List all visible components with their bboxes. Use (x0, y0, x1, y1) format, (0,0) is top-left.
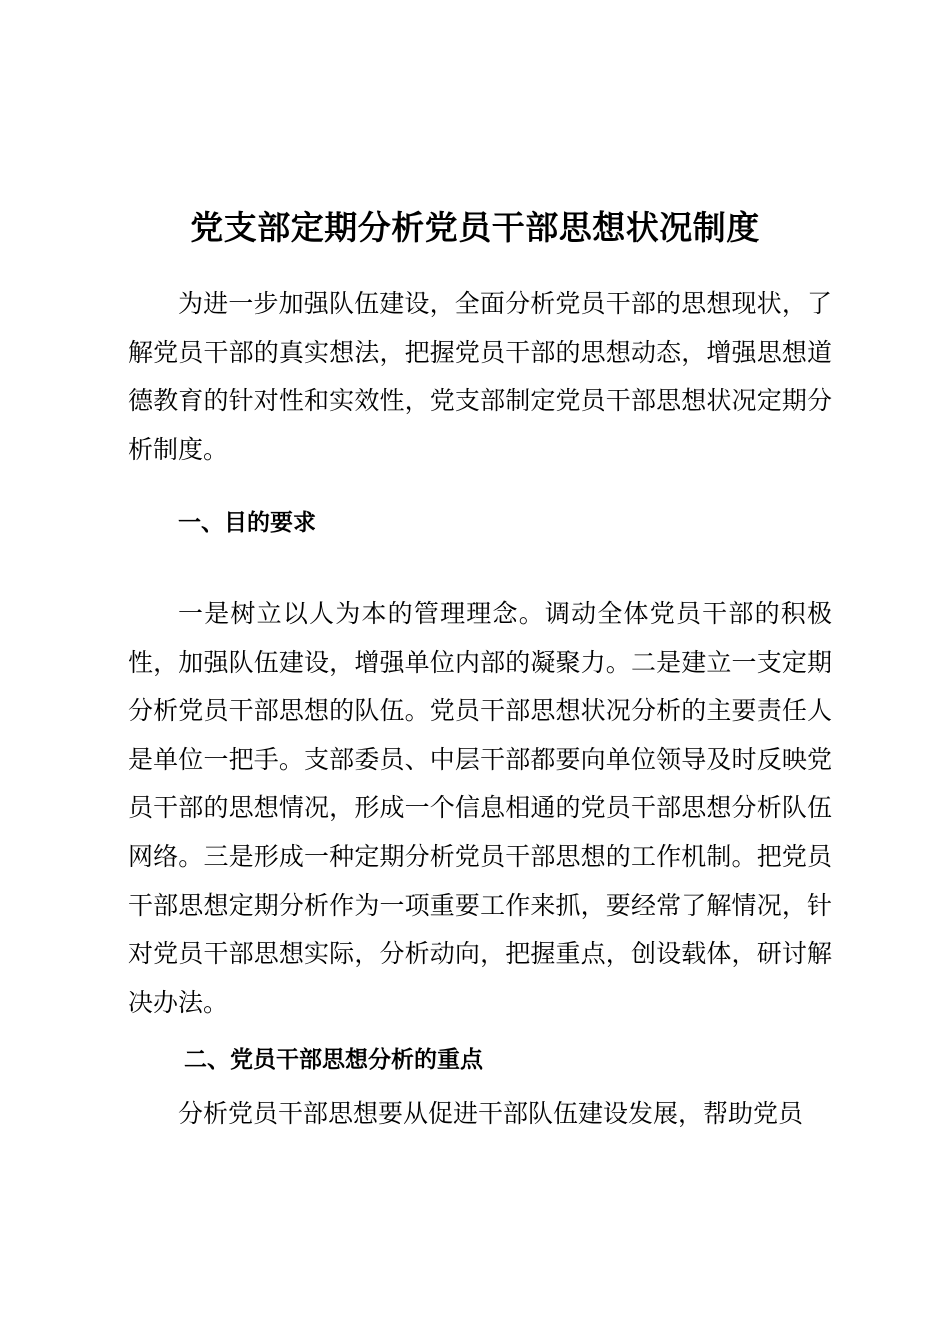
section-2-paragraph: 分析党员干部思想要从促进干部队伍建设发展，帮助党员 (178, 1099, 804, 1128)
document-title: 党支部定期分析党员干部思想状况制度 (190, 208, 760, 248)
section-heading-1: 一、目的要求 (178, 510, 316, 536)
section-heading-2: 二、党员干部思想分析的重点 (184, 1047, 483, 1073)
section-1-paragraph: 一是树立以人为本的管理理念。调动全体党员干部的积极性，加强队伍建设，增强单位内部的凝聚力。二是建立一支定期分析党员干部思想的队伍。党员干部思想状况分析的主要责任人是单位一把手。支部委员、中层干部都要向单位领导及时反映党员干部的思想情况，形成一个信息相通的党员干部思想分析队伍网络。三是形成一种定期分析党员干部思想的工作机制。把党员干部思想定期分析作为一项重要工作来抓，要经常了解情况，针对党员干部思想实际，分析动向，把握重点，创设载体，研讨解决办法。 (128, 599, 832, 1017)
intro-paragraph: 为进一步加强队伍建设，全面分析党员干部的思想现状，了解党员干部的真实想法，把握党员干部的思想动态，增强思想道德教育的针对性和实效性，党支部制定党员干部思想状况定期分析制度。 (128, 289, 832, 464)
